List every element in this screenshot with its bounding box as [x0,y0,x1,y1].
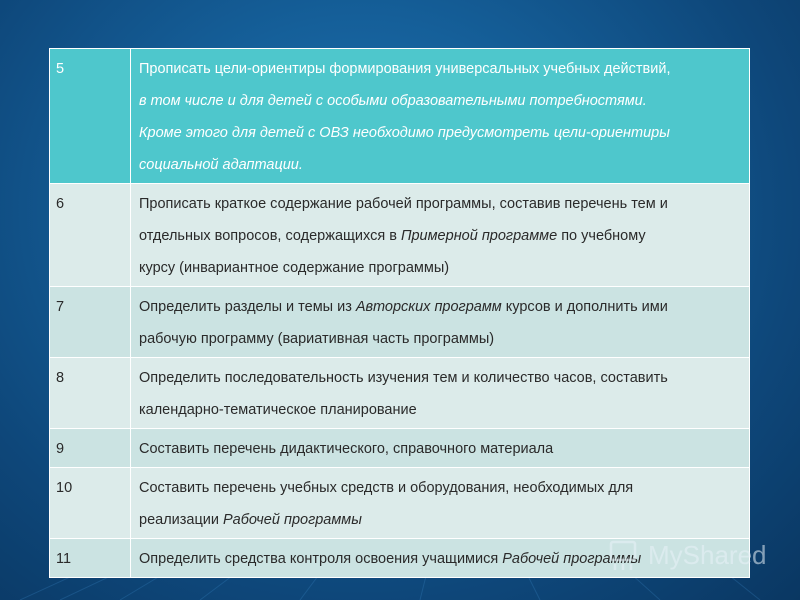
text-segment: Прописать цели-ориентиры формирования универсальных учебных действий, [139,61,671,77]
watermark-text: MyShared [648,540,767,570]
text-segment: Определить последовательность изучения тем и количество часов, составить [139,370,668,386]
row-number: 11 [50,539,131,578]
steps-table [49,48,750,578]
text-segment: Составить перечень учебных средств и оборудования, необходимых для [139,480,634,496]
text-segment: по учебному [557,228,646,244]
text-segment: курсов и дополнить ими [501,299,668,315]
italic-text: Авторских программ [355,299,502,315]
italic-text: социальной адаптации. [139,157,303,173]
row-text [131,287,750,358]
row-text [131,468,750,539]
row-number: 8 [50,358,131,429]
text-segment: рабочую программу (вариативная часть программы) [139,331,495,347]
row-text [131,184,750,287]
italic-text: Кроме этого для детей с ОВЗ необходимо предусмотреть цели-ориентиры [139,125,670,141]
text-segment: Определить разделы и темы из [139,299,356,315]
text-segment: Прописать краткое содержание рабочей программы, составив перечень тем и [139,196,668,212]
italic-text: Рабочей программы [502,551,642,567]
row-number: 6 [50,184,131,287]
italic-text: Рабочей программы [223,512,362,528]
text-segment: Составить перечень дидактического, справочного материала [139,441,554,457]
text-segment: отдельных вопросов, содержащихся в [139,228,401,244]
table-row [50,429,750,468]
row-text [131,358,750,429]
italic-text: в том числе и для детей с особыми образовательными потребностями. [139,93,647,109]
row-number: 10 [50,468,131,539]
myshared-logo-icon [606,534,646,574]
text-segment: календарно-тематическое планирование [139,402,417,418]
table-row [50,468,750,539]
table-row [50,358,750,429]
row-text [131,429,750,468]
table-row [50,49,750,184]
row-number: 5 [50,49,131,184]
italic-text: Примерной программе [400,228,558,244]
table-row [50,184,750,287]
watermark [606,534,786,574]
row-number: 7 [50,287,131,358]
row-text [131,49,750,184]
text-segment: реализации [139,512,223,528]
row-number: 9 [50,429,131,468]
text-segment: Определить средства контроля освоения учащимися [139,551,503,567]
text-segment: курсу (инвариантное содержание программы) [139,260,450,276]
table-row [50,287,750,358]
